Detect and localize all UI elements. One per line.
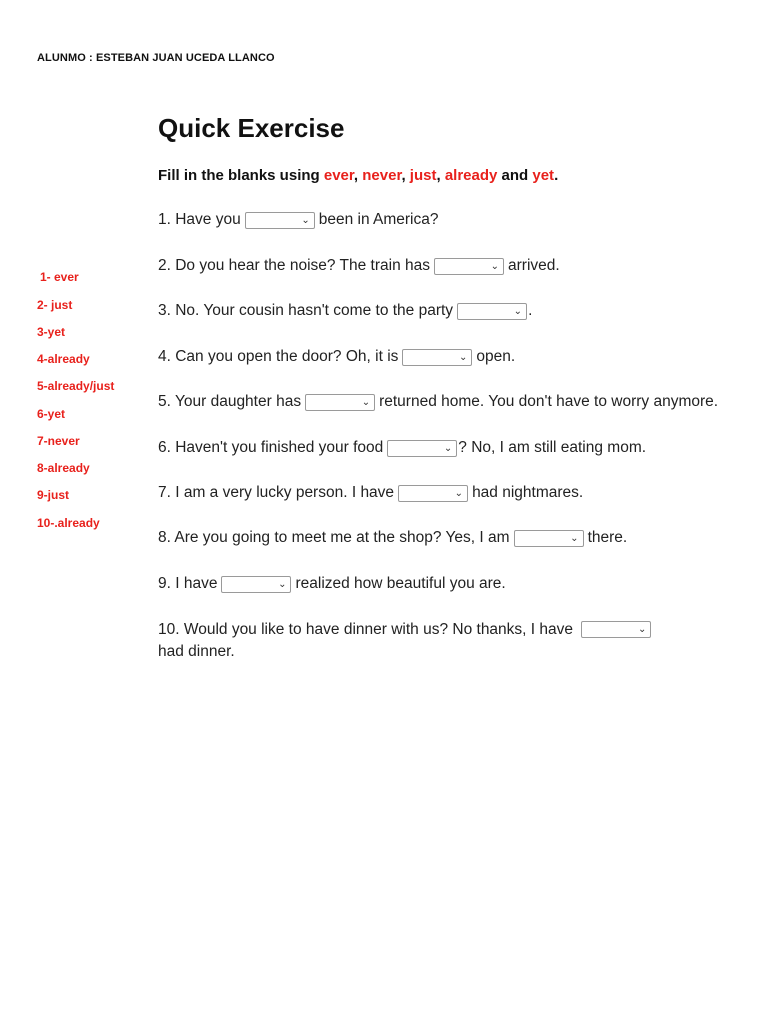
chevron-down-icon: ⌄ [513, 305, 523, 317]
question-10 [158, 619, 698, 663]
separator: , [436, 167, 445, 184]
question-2 [158, 257, 560, 275]
question-text: 4. Can you open the door? Oh, it is [158, 348, 399, 365]
chevron-down-icon: ⌄ [361, 396, 371, 408]
answer-dropdown[interactable] [434, 258, 504, 275]
answer-dropdown[interactable] [457, 303, 527, 320]
answer-dropdown[interactable] [221, 576, 291, 593]
chevron-down-icon: ⌄ [490, 260, 499, 272]
answer-dropdown[interactable] [387, 440, 457, 457]
question-text: ? No, I am still eating mom. [458, 439, 647, 456]
separator: , [401, 167, 410, 184]
separator: , [353, 167, 363, 184]
answer-dropdown[interactable] [305, 394, 375, 411]
instruction [158, 167, 558, 184]
question-text: 5. Your daughter has [158, 393, 302, 410]
question-text: 7. I am a very lucky person. I have [158, 484, 395, 501]
question-text: had nightmares. [472, 484, 584, 501]
answer-dropdown[interactable] [245, 212, 315, 229]
word-never: never [362, 167, 402, 184]
answer-dropdown[interactable] [514, 530, 584, 547]
answer-item: 2- just [37, 298, 73, 312]
question-text: 9. I have [158, 575, 218, 592]
answer-item: 6-yet [37, 407, 66, 421]
question-text: 2. Do you hear the noise? The train has [158, 257, 430, 274]
question-1 [158, 211, 439, 229]
question-text: returned home. You don't have to worry anymore. [379, 393, 719, 410]
question-9 [158, 575, 506, 593]
question-text: been in America? [318, 211, 439, 228]
chevron-down-icon: ⌄ [443, 442, 453, 454]
answer-item: 5-already/just [37, 379, 115, 393]
question-7 [158, 484, 583, 502]
question-8 [158, 529, 627, 547]
question-text: realized how beautiful you are. [295, 575, 506, 592]
answer-item: 4-already [37, 352, 90, 366]
answer-item: 9-just [37, 488, 70, 502]
question-text: . [528, 302, 533, 319]
answer-item: 1- ever [40, 270, 79, 284]
separator: and [497, 167, 533, 184]
word-already: already [444, 167, 498, 184]
instruction-prefix: Fill in the blanks using [158, 167, 324, 184]
question-text: 10. Would you like to have dinner with us? No thanks, I have [158, 621, 574, 638]
question-text: there. [587, 529, 628, 546]
question-text: had dinner. [158, 643, 235, 660]
answer-item: 10-.already [37, 516, 100, 530]
word-just: just [409, 167, 437, 184]
chevron-down-icon: ⌄ [459, 351, 468, 363]
chevron-down-icon: ⌄ [637, 624, 647, 636]
question-text: 6. Haven't you finished your food [158, 439, 384, 456]
answer-item: 7-never [37, 434, 80, 448]
chevron-down-icon: ⌄ [301, 214, 310, 226]
answer-item: 3-yet [37, 325, 66, 339]
question-text: 1. Have you [158, 211, 241, 228]
word-ever: ever [323, 167, 354, 184]
question-6 [158, 439, 646, 457]
separator: . [554, 167, 559, 184]
chevron-down-icon: ⌄ [454, 487, 464, 499]
question-3 [158, 302, 532, 320]
question-5 [158, 393, 718, 411]
question-text: open. [476, 348, 516, 365]
page-title: Quick Exercise [158, 113, 345, 143]
question-text: arrived. [508, 257, 560, 274]
question-4 [158, 348, 515, 366]
question-text: 3. No. Your cousin hasn't come to the party [158, 302, 454, 319]
chevron-down-icon: ⌄ [570, 532, 579, 544]
word-yet: yet [532, 167, 555, 184]
chevron-down-icon: ⌄ [278, 578, 287, 590]
answer-dropdown[interactable] [581, 621, 651, 638]
student-name: ALUNMO : ESTEBAN JUAN UCEDA LLANCO [37, 52, 275, 64]
answer-dropdown[interactable] [402, 349, 472, 366]
question-text: 8. Are you going to meet me at the shop? Yes, I am [158, 529, 510, 546]
answer-dropdown[interactable] [398, 485, 468, 502]
answer-item: 8-already [37, 461, 90, 475]
